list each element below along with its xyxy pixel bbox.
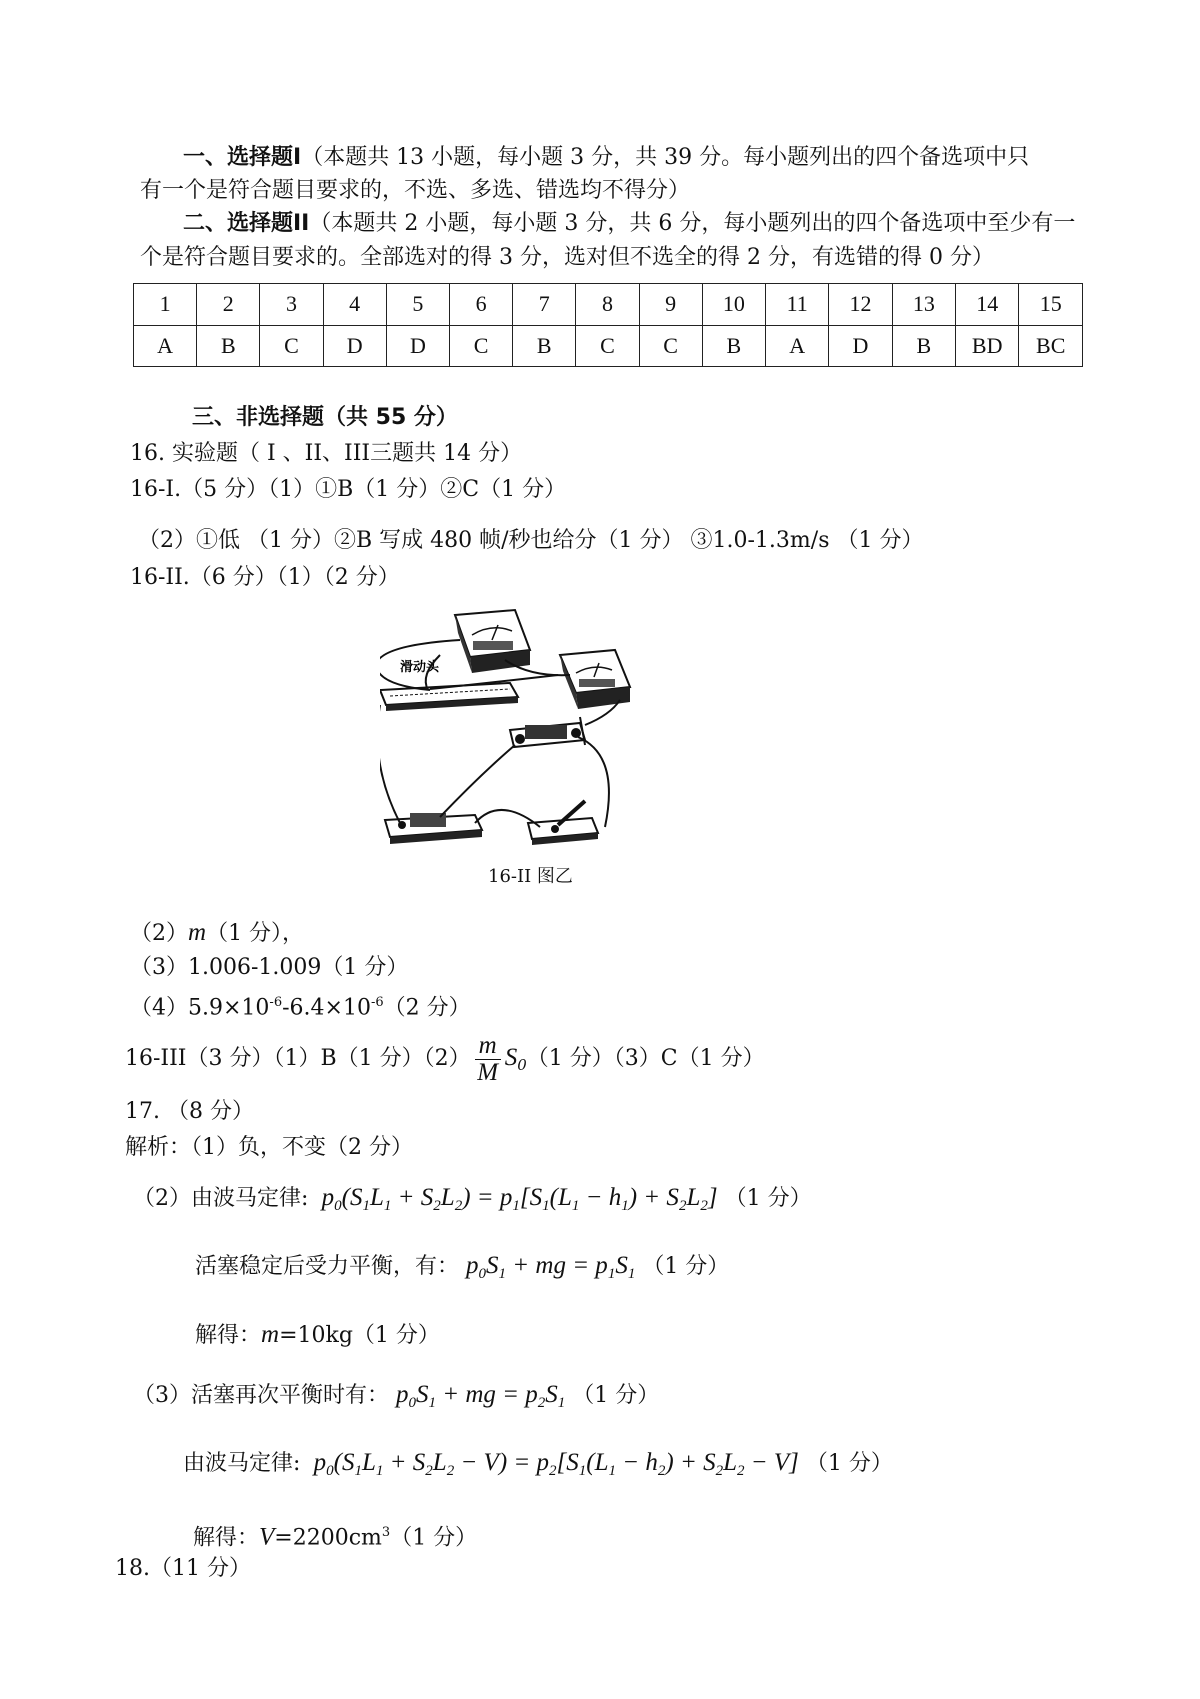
table-cell: C [576, 325, 639, 367]
answer4-exponent1: -6 [269, 995, 283, 1010]
answer4-prefix: （4）5.9×10 [130, 995, 270, 1021]
table-cell: 12 [829, 284, 892, 326]
table-cell: D [323, 325, 386, 367]
solve2-label: 解得： [193, 1525, 260, 1551]
table-cell: BD [955, 325, 1018, 367]
solve2-value: =2200cm [274, 1525, 382, 1551]
answer4-exponent2: -6 [370, 995, 384, 1010]
q16-part3 [125, 1030, 765, 1093]
q17-balance [195, 1251, 729, 1289]
fraction-numerator: m [475, 1033, 501, 1060]
power-supply-icon [385, 813, 482, 844]
section2-title: 二、选择题II [183, 211, 310, 236]
q17-solve2 [193, 1518, 477, 1553]
answer2-prefix: （2） [130, 921, 188, 946]
fraction-after-sub: 0 [517, 1056, 527, 1074]
switch-icon [528, 801, 598, 845]
table-cell: C [260, 325, 323, 367]
equation-balance-1: $p_0S_1$ + mg = $p_1S_1$ [466, 1252, 636, 1282]
sample-device-icon [510, 717, 585, 747]
table-cell: B [513, 325, 576, 367]
table-cell: 10 [702, 284, 765, 326]
fraction-after: S [504, 1044, 518, 1071]
section2-desc-b: 个是符合题目要求的。全部选对的得 3 分，选对但不选全的得 2 分，有选错的得 0 分） [140, 245, 994, 270]
solve1-variable: m [261, 1321, 280, 1348]
fraction-denominator: M [477, 1058, 499, 1086]
balance-label: 活塞稳定后受力平衡，有： [195, 1254, 460, 1279]
part3-suffix: （1 分）（3）C（1 分） [526, 1046, 765, 1071]
answer4-middle: -6.4×10 [282, 995, 371, 1021]
table-cell: 9 [639, 284, 702, 326]
equation-balance-1-score: （1 分） [642, 1254, 730, 1279]
q16-part2-answer4 [130, 988, 471, 1023]
section1-title: 一、选择题I [183, 145, 302, 170]
answer2-law-label: （2）由波马定律: [133, 1186, 309, 1211]
solve2-variable: V [259, 1523, 275, 1551]
section1-desc-a: （本题共 13 小题，每小题 3 分，共 39 分。每小题列出的四个备选项中只 [301, 145, 1030, 170]
q17-answer2-law [133, 1183, 812, 1221]
q16-part1-line1: 16-I.（5 分）（1）①B（1 分）②C（1 分） [130, 477, 567, 502]
table-cell: D [386, 325, 449, 367]
q16-part2-answer3: （3）1.006-1.009（1 分） [130, 955, 409, 980]
table-cell: BC [1019, 325, 1083, 367]
section2-desc-a: （本题共 2 小题，每小题 3 分，共 6 分，每小题列出的四个备选项中至少有一 [309, 211, 1076, 236]
table-cell: 5 [386, 284, 449, 326]
table-cell: A [134, 325, 197, 367]
solve1-value: =10kg（1 分） [279, 1323, 440, 1348]
slider-label: 滑动头 [400, 660, 440, 675]
table-row-numbers [134, 284, 1083, 326]
table-cell: 3 [260, 284, 323, 326]
solve1-label: 解得： [195, 1323, 262, 1348]
table-cell: D [829, 325, 892, 367]
table-cell: C [639, 325, 702, 367]
solve2-exponent: 3 [381, 1525, 391, 1540]
q17-answer3 [133, 1380, 659, 1418]
table-cell: 14 [955, 284, 1018, 326]
circuit-figure [380, 605, 710, 855]
figure-caption: 16-II 图乙 [488, 866, 573, 887]
equation-balance-2: $p_0S_1$ + mg = $p_2S_1$ [396, 1381, 566, 1411]
table-cell: B [892, 325, 955, 367]
table-cell: B [702, 325, 765, 367]
equation-boyle-2: $p_0(S_1L_1 + S_2L_2 - V) = p_2[S_1(L_1 - h_2) + S_2L_2 - V]$ [307, 1449, 799, 1479]
answer-table [133, 283, 1083, 367]
answer4-suffix: （2 分） [383, 995, 471, 1021]
answer2-suffix: （1 分）， [206, 921, 305, 946]
fraction-m-over-M [475, 1033, 501, 1086]
table-cell: B [197, 325, 260, 367]
q16-part1-line2: （2）①低 （1 分）②B 写成 480 帧/秒也给分（1 分） ③1.0-1.3m/s （1 分） [138, 528, 924, 553]
section3-title: 三、非选择题（共 55 分） [192, 405, 458, 430]
table-cell: C [449, 325, 512, 367]
table-cell: 8 [576, 284, 639, 326]
q17-answer3-law [183, 1448, 893, 1486]
table-cell: 6 [449, 284, 512, 326]
table-cell: A [766, 325, 829, 367]
equation-boyle-1: $p_0(S_1L_1 + S_2L_2) = p_1[S_1(L_1 - h_1) + S_2L_2]$ [315, 1184, 718, 1214]
table-cell: 2 [197, 284, 260, 326]
answer3-law-label: 由波马定律: [183, 1451, 301, 1476]
q18-head: 18.（11 分） [115, 1556, 251, 1581]
q17-solve1 [195, 1320, 440, 1351]
q16-part2-answer2 [130, 918, 304, 949]
table-cell: 7 [513, 284, 576, 326]
answer2-variable: m [188, 919, 207, 946]
part3-prefix: 16-III（3 分）（1）B（1 分）（2） [125, 1046, 471, 1071]
equation-balance-2-score: （1 分） [572, 1383, 660, 1408]
section1-desc-b: 有一个是符合题目要求的，不选、多选、错选均不得分） [140, 178, 691, 203]
solve2-score: （1 分） [390, 1525, 478, 1551]
table-row-answers [134, 325, 1083, 367]
table-cell: 15 [1019, 284, 1083, 326]
table-cell: 1 [134, 284, 197, 326]
table-cell: 11 [766, 284, 829, 326]
table-cell: 4 [323, 284, 386, 326]
equation-boyle-2-score: （1 分） [805, 1451, 893, 1476]
q16-intro: 16. 实验题（ I 、II、III三题共 14 分） [130, 441, 523, 466]
answer3-label: （3）活塞再次平衡时有： [133, 1383, 389, 1408]
section1-line1 [183, 143, 1029, 173]
q16-part2-line1: 16-II.（6 分）（1）（2 分） [130, 565, 400, 590]
table-cell: 13 [892, 284, 955, 326]
ammeter-icon [455, 610, 530, 673]
equation-boyle-1-score: （1 分） [724, 1186, 812, 1211]
section2-line1 [183, 209, 1075, 239]
q17-head: 17. （8 分） [125, 1099, 254, 1124]
q17-answer1: 解析：（1）负，不变（2 分） [125, 1135, 413, 1160]
